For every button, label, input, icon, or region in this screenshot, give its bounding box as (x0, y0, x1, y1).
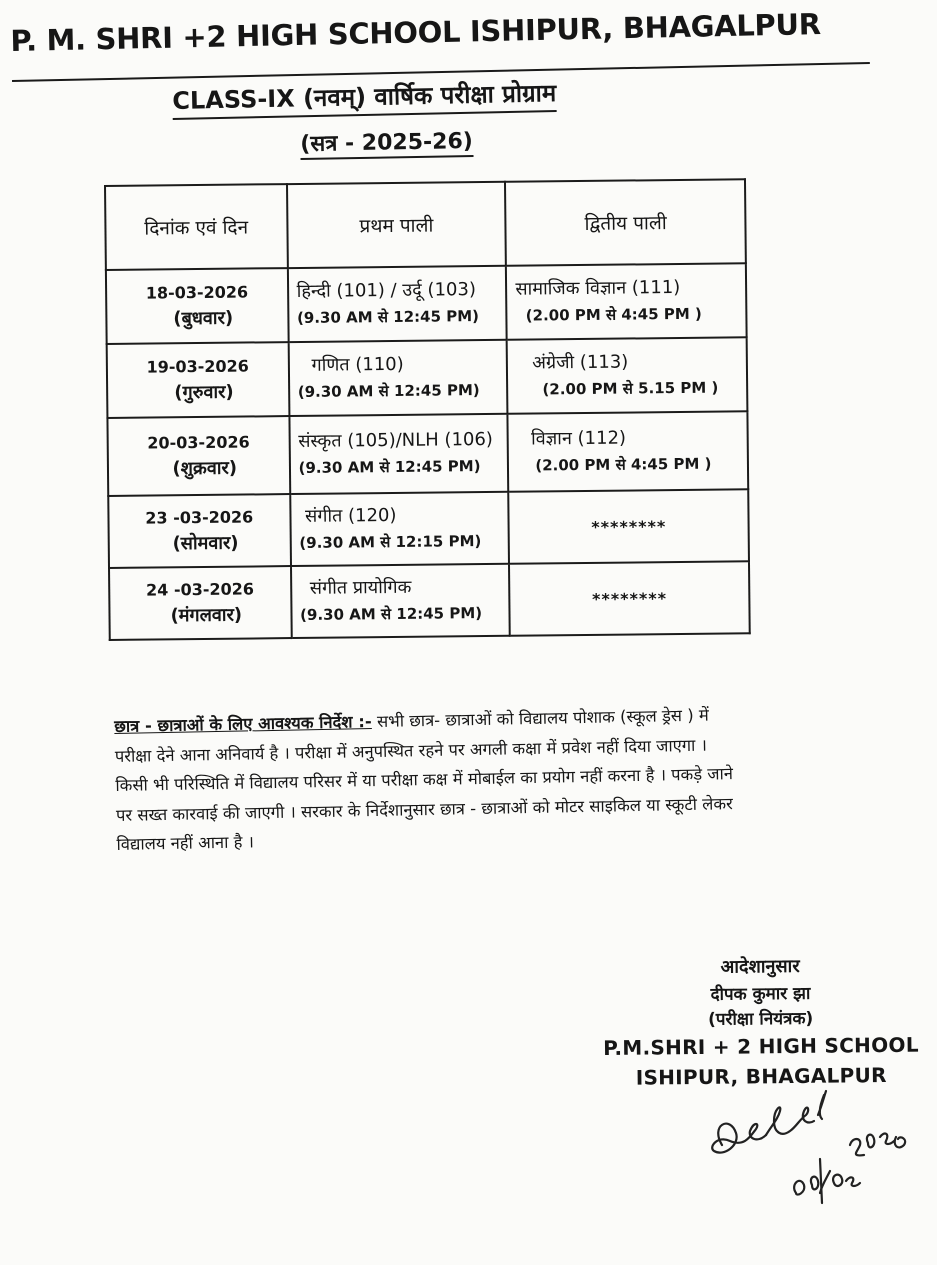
instructions-body: सभी छात्र- छात्राओं को विद्यालय पोशाक (स्कूल ड्रेस ) में परीक्षा देने आना अनिवार्य है । परीक्षा में अनुपस्थित रहने पर अगली कक्षा में प्रवेश नहीं दिया जाएगा । किसी भी परिस्थिति में विद्यालय परिसर में या परीक्षा कक्ष में मोबाईल का प्रयोग नहीं करना है । पकड़े जाने पर सख्त कारवाई की जाएगी । सरकार के निर्देशानुसार छात्र - छात्राओं को मोटर साइकिल या स्कूटी लेकर विद्यालय नहीं आना है । (114, 705, 734, 854)
exam-schedule-table (104, 178, 751, 641)
signatory-place: ISHIPUR, BHAGALPUR (635, 1063, 887, 1090)
exam-date: 18-03-2026 (145, 282, 249, 303)
date-cell (109, 566, 291, 640)
table-header-row (105, 179, 746, 270)
program-title: CLASS-IX (नवम्) वार्षिक परीक्षा प्रोग्राम (172, 76, 557, 120)
first-shift-time: (9.30 AM से 12:45 PM) (300, 604, 483, 624)
date-cell (107, 342, 289, 418)
first-shift-subject: गणित (110) (311, 353, 404, 376)
by-order-label: आदेशानुसार (720, 955, 800, 978)
first-shift-time: (9.30 AM से 12:45 PM) (298, 457, 481, 477)
first-shift-cell (287, 266, 506, 342)
table-row (107, 411, 748, 496)
second-shift-time: (2.00 PM से 4:45 PM ) (535, 454, 712, 475)
exam-date: 24 -03-2026 (145, 579, 255, 600)
column-header-second-shift: द्वितीय पाली (505, 179, 746, 266)
date-cell (106, 268, 288, 344)
second-shift-subject: अंग्रेजी (113) (532, 351, 629, 374)
exam-day: (सोमवार) (172, 532, 239, 555)
exam-date: 23 -03-2026 (145, 507, 254, 528)
instructions-paragraph (114, 700, 737, 859)
signatory-block (600, 952, 921, 1093)
second-shift-cell (506, 263, 746, 340)
exam-day: (मंगलवार) (170, 604, 243, 627)
second-shift-cell (508, 411, 748, 492)
first-shift-time: (9.30 AM से 12:45 PM) (297, 381, 480, 401)
no-exam-marker: ******** (591, 516, 667, 537)
table-row (108, 489, 749, 568)
second-shift-time: (2.00 PM से 5.15 PM ) (542, 378, 719, 399)
exam-date: 19-03-2026 (146, 356, 249, 377)
table-row (107, 337, 748, 418)
handwritten-signature (700, 1085, 910, 1210)
no-exam-marker: ******** (591, 588, 668, 609)
second-shift-cell (507, 337, 747, 414)
second-shift-cell (509, 489, 749, 564)
school-name-heading: P. M. SHRI +2 HIGH SCHOOL ISHIPUR, BHAGALPUR (10, 7, 822, 58)
exam-day: (गुरुवार) (174, 381, 234, 404)
first-shift-time: (9.30 AM से 12:45 PM) (296, 307, 480, 327)
session-label: (सत्र - 2025-26) (300, 125, 473, 160)
first-shift-subject: संगीत (120) (304, 504, 397, 527)
instructions-heading: छात्र - छात्राओं के लिए आवश्यक निर्देश :- (114, 712, 372, 736)
first-shift-cell (288, 340, 507, 416)
signatory-school: P.M.SHRI + 2 HIGH SCHOOL (602, 1032, 919, 1060)
date-cell (108, 494, 290, 568)
first-shift-subject: हिन्दी (101) / उर्दू (103) (296, 279, 477, 302)
second-shift-subject: विज्ञान (112) (530, 427, 627, 450)
first-shift-subject: संगीत प्रायोगिक (309, 576, 412, 599)
first-shift-cell (289, 414, 509, 494)
first-shift-cell (291, 564, 510, 638)
table-row (109, 561, 750, 640)
signatory-role: (परीक्षा नियंत्रक) (707, 1008, 814, 1030)
exam-day: (शुक्रवार) (172, 457, 238, 480)
first-shift-subject: संस्कृत (105)/NLH (106) (298, 428, 493, 452)
first-shift-cell (290, 492, 509, 566)
second-shift-subject: सामाजिक विज्ञान (111) (515, 276, 681, 300)
second-shift-cell (509, 561, 749, 636)
column-header-date: दिनांक एवं दिन (105, 184, 287, 270)
column-header-first-shift: प्रथम पाली (287, 182, 507, 268)
exam-date: 20-03-2026 (147, 432, 250, 453)
date-cell (107, 416, 289, 496)
table-row (106, 263, 747, 344)
first-shift-time: (9.30 AM से 12:15 PM) (299, 532, 482, 552)
signatory-name: दीपक कुमार झा (710, 983, 811, 1005)
exam-day: (बुधवार) (173, 307, 234, 330)
second-shift-time: (2.00 PM से 4:45 PM ) (525, 304, 702, 325)
